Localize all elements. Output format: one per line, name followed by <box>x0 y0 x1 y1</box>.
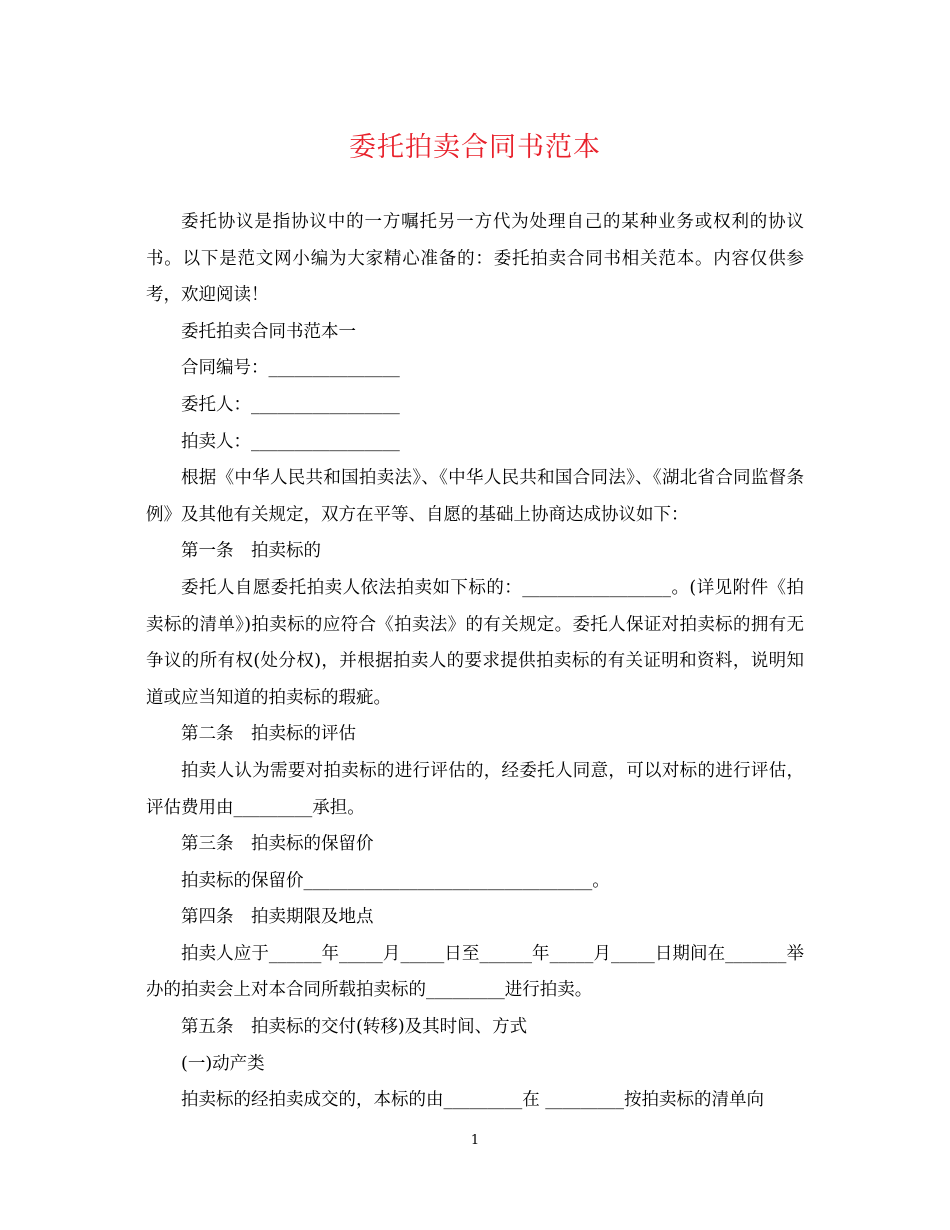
paragraph: 拍卖人应于______年_____月_____日至______年_____月_____日期间在_______举办的拍卖会上对本合同所载拍卖标的_________进行拍卖。 <box>146 943 804 1001</box>
page-number: 1 <box>470 1133 480 1148</box>
article-heading: 第二条 拍卖标的评估 <box>181 724 356 745</box>
contract-number-line: 合同编号：_______________ <box>181 358 400 379</box>
article-heading: 第三条 拍卖标的保留价 <box>181 834 374 855</box>
article-heading: 第五条 拍卖标的交付(转移)及其时间、方式 <box>181 1017 528 1038</box>
document-title: 委托拍卖合同书范本 <box>349 132 601 163</box>
paragraph: 根据《中华人民共和国拍卖法》、《中华人民共和国合同法》、《湖北省合同监督条例》及其他有关规定，双方在平等、自愿的基础上协商达成协议如下： <box>146 468 804 525</box>
document-body <box>146 204 804 1119</box>
paragraph: 委托人自愿委托拍卖人依法拍卖如下标的：_________________。(详见附件《拍卖标的清单》)拍卖标的应符合《拍卖法》的有关规定。委托人保证对拍卖标的拥有无争议的所有权(处分权)，并根据拍卖人的要求提供拍卖标的有关证明和资料，说明知道或应当知道的拍卖标的瑕疵。 <box>146 577 804 708</box>
sub-heading: (一)动产类 <box>181 1053 265 1074</box>
auctioneer-line: 拍卖人：_________________ <box>181 431 400 452</box>
paragraph: 拍卖人认为需要对拍卖标的进行评估的，经委托人同意，可以对标的进行评估，评估费用由_________承担。 <box>146 760 804 818</box>
article-heading: 第一条 拍卖标的 <box>181 541 321 562</box>
paragraph: 委托协议是指协议中的一方嘱托另一方代为处理自己的某种业务或权利的协议书。以下是范文网小编为大家精心准备的：委托拍卖合同书相关范本。内容仅供参考，欢迎阅读！ <box>146 212 804 306</box>
paragraph: 拍卖标的保留价_________________________________。 <box>181 870 610 891</box>
paragraph: 拍卖标的经拍卖成交的，本标的由_________在 _________按拍卖标的清单向 <box>181 1090 765 1111</box>
paragraph: 委托拍卖合同书范本一 <box>181 321 356 342</box>
client-line: 委托人：_________________ <box>181 394 400 415</box>
article-heading: 第四条 拍卖期限及地点 <box>181 907 374 928</box>
